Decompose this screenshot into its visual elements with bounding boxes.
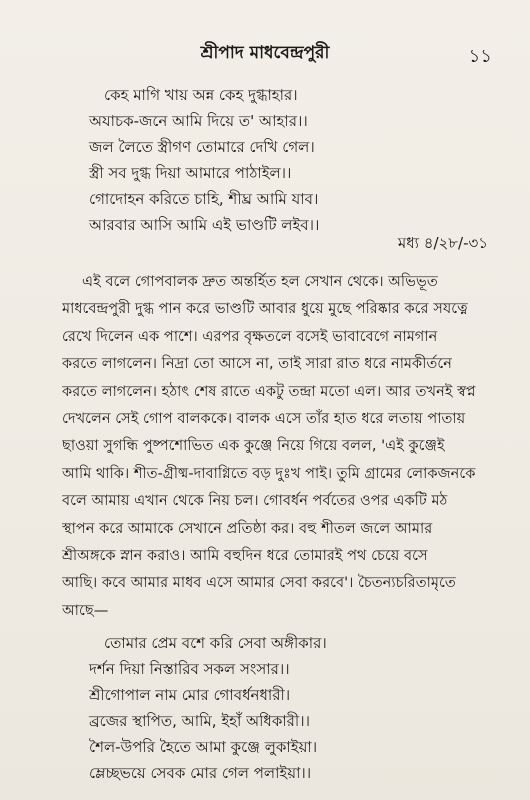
verse-block-1 bbox=[0, 82, 530, 238]
prose-line: দেখলেন সেই গোপ বালককে। বালক এসে তাঁর হাত ধরে লতায় পাতায় bbox=[62, 410, 466, 428]
prose-line: শ্রীঅঙ্গকে স্নান করাও। আমি বহুদিন ধরে তোমারই পথ চেয়ে বসে bbox=[62, 547, 428, 565]
page-header bbox=[0, 40, 530, 70]
verse-line: কেহ মাগি খায় অন্ন কেহ দুগ্ধাহার। bbox=[104, 86, 298, 104]
running-title: শ্রীপাদ মাধবেন্দ্রপুরী bbox=[200, 43, 330, 63]
prose-line: আছি। কবে আমার মাধব এসে আমার সেবা করবে'। চৈতন্যচরিতামৃতে bbox=[62, 574, 456, 592]
prose-paragraph bbox=[62, 268, 496, 624]
page-number: ১১ bbox=[468, 46, 492, 67]
verse-line: গোদোহন করিতে চাহি, শীঘ্র আমি যাব। bbox=[89, 190, 319, 208]
prose-line: করতে লাগলেন। হঠাৎ শেষ রাতে একটু তন্দ্রা মতো এল। আর তখনই স্বপ্ন bbox=[62, 382, 476, 400]
verse-reference: মধ্য ৪/২৮/-৩১ bbox=[397, 234, 488, 252]
verse-line: অযাচক-জনে আমি দিয়ে ত' আহার।। bbox=[89, 112, 308, 130]
verse-line: আরবার আসি আমি এই ভাণ্ডটি লইব।। bbox=[89, 216, 320, 234]
verse-line: দর্শন দিয়া নিস্তারিব সকল সংসার।। bbox=[89, 660, 290, 678]
prose-line: এই বলে গোপবালক দ্রুত অন্তর্হিত হল সেখান থেকে। অভিভূত bbox=[82, 273, 438, 290]
verse-line: শৈল-উপরি হৈতে আমা কুঞ্জে লুকাইয়া। bbox=[89, 738, 318, 756]
verse-line: জল লৈতে স্ত্রীগণ তোমারে দেখি গেল। bbox=[89, 138, 315, 156]
prose-line: আছে— bbox=[62, 601, 109, 619]
verse-block-2 bbox=[0, 630, 530, 786]
prose-line: ছাওয়া সুগন্ধি পুষ্পশোভিত এক কুঞ্জে নিয়ে গিয়ে বলল, 'এই কুঞ্জেই bbox=[62, 437, 445, 455]
verse-line: স্ত্রী সব দুগ্ধ দিয়া আমারে পাঠাইল।। bbox=[89, 164, 292, 182]
verse-line: ব্রজের স্থাপিত, আমি, ইহাঁ অধিকারী।। bbox=[89, 712, 310, 730]
prose-line: বলে আমায় এখান থেকে নিয় চল। গোবর্ধন পর্বতের ওপর একটি মঠ bbox=[62, 492, 448, 510]
prose-line: মাধবেন্দ্রপুরী দুগ্ধ পান করে ভাণ্ডটি আবার ধুয়ে মুছে পরিষ্কার করে সযত্নে bbox=[62, 300, 468, 318]
prose-line: স্থাপন করে আমাকে সেখানে প্রতিষ্ঠা কর। বহু শীতল জলে আমার bbox=[62, 519, 433, 537]
prose-line: আমি থাকি। শীত-গ্রীষ্ম-দাবাগ্নিতে বড় দুঃখ পাই। তুমি গ্রামের লোকজনকে bbox=[62, 464, 476, 482]
prose-line: রেখে দিলেন এক পাশে। এরপর বৃক্ষতলে বসেই ভাবাবেগে নামগান bbox=[62, 327, 438, 345]
verse-line: ম্লেচ্ছভয়ে সেবক মোর গেল পলাইয়া।। bbox=[89, 764, 312, 782]
verse-line: শ্রীগোপাল নাম মোর গোবর্ধনধারী। bbox=[89, 686, 291, 704]
prose-line: করতে লাগলেন। নিদ্রা তো আসে না, তাই সারা রাত ধরে নামকীর্তনে bbox=[62, 355, 452, 373]
verse-line: তোমার প্রেম বশে করি সেবা অঙ্গীকার। bbox=[104, 634, 327, 652]
